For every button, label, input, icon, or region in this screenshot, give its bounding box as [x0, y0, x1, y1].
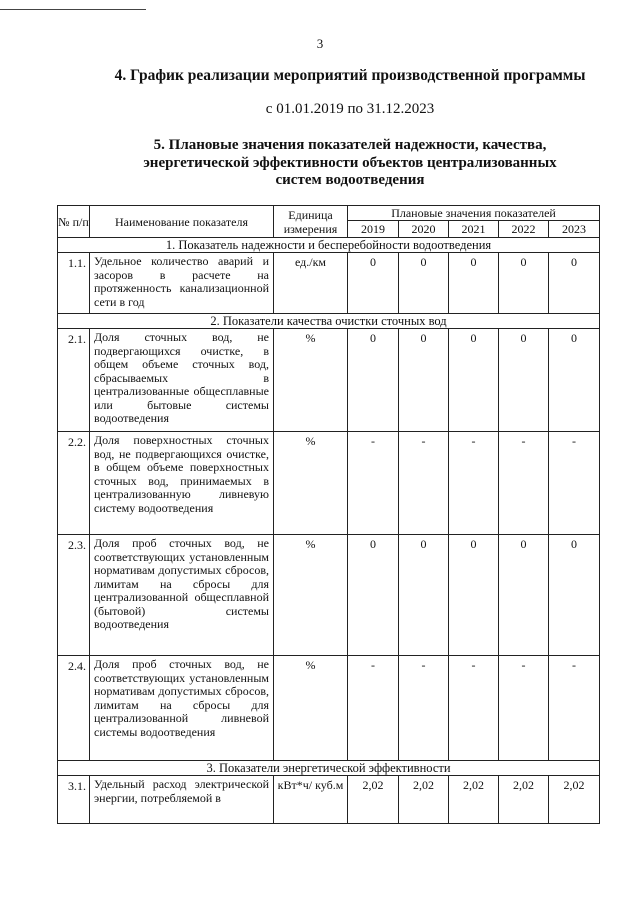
row-name: Доля проб сточных вод, не соответствующих установленным нормативам допустимых сбросов, лимитам на сбросы для централизованной общесплавной (бытовой) системы водоотведения	[90, 535, 274, 656]
row-name: Удельное количество аварий и засоров в расчете на протяженность канализационной сети в год	[90, 253, 274, 314]
row-value: 0	[549, 329, 600, 432]
table-row	[58, 329, 600, 432]
row-value: 0	[499, 253, 549, 314]
row-value: 0	[499, 535, 549, 656]
row-value: 0	[348, 535, 399, 656]
row-value: 0	[399, 329, 449, 432]
section-title: 2. Показатели качества очистки сточных вод	[58, 314, 600, 329]
section-4-heading: 4. График реализации мероприятий производственной программы	[114, 67, 586, 84]
row-number: 2.3.	[58, 535, 90, 656]
row-value: -	[399, 432, 449, 535]
row-value: 2,02	[499, 776, 549, 824]
row-value: 0	[449, 535, 499, 656]
section-5-heading	[80, 137, 640, 190]
row-value: 2,02	[449, 776, 499, 824]
section-5-heading-line3: систем водоотведения	[275, 172, 425, 188]
table-row	[58, 432, 600, 535]
row-value: -	[549, 656, 600, 761]
row-value: 0	[449, 329, 499, 432]
row-value: -	[449, 656, 499, 761]
row-value: 0	[549, 253, 600, 314]
section-5-heading-line2: энергетической эффективности объектов централизованных	[143, 154, 557, 171]
row-value: -	[399, 656, 449, 761]
header-year: 2021	[449, 221, 499, 238]
section-title: 1. Показатель надежности и бесперебойности водоотведения	[58, 238, 600, 253]
program-period: с 01.01.2019 по 31.12.2023	[265, 101, 435, 117]
row-unit: ед./км	[274, 253, 348, 314]
section-5-heading-line1: 5. Плановые значения показателей надежности, качества,	[153, 137, 547, 153]
row-number: 1.1.	[58, 253, 90, 314]
header-name: Наименование показателя	[90, 206, 274, 238]
indicators-table	[57, 205, 600, 824]
table-row	[58, 656, 600, 761]
row-value: 0	[348, 253, 399, 314]
row-unit: %	[274, 329, 348, 432]
row-number: 2.1.	[58, 329, 90, 432]
row-unit: %	[274, 432, 348, 535]
row-name: Доля сточных вод, не подвергающихся очистке, в общем объеме сточных вод, сбрасываемых в централизованные общесплавные или бытовые системы водоотведения	[90, 329, 274, 432]
table-row	[58, 253, 600, 314]
top-rule	[0, 9, 146, 10]
row-number: 3.1.	[58, 776, 90, 824]
row-unit: %	[274, 535, 348, 656]
header-year: 2020	[399, 221, 449, 238]
header-no: № п/п	[58, 206, 90, 238]
section-title: 3. Показатели энергетической эффективности	[58, 761, 600, 776]
row-value: 0	[399, 253, 449, 314]
table-row	[58, 776, 600, 824]
row-number: 2.2.	[58, 432, 90, 535]
section-row	[58, 761, 600, 776]
header-planned-values: Плановые значения показателей	[348, 206, 600, 221]
row-value: 2,02	[399, 776, 449, 824]
row-value: -	[499, 656, 549, 761]
row-value: -	[348, 656, 399, 761]
row-value: 0	[549, 535, 600, 656]
row-value: 2,02	[348, 776, 399, 824]
row-value: -	[549, 432, 600, 535]
header-year: 2019	[348, 221, 399, 238]
section-row	[58, 314, 600, 329]
row-value: 0	[499, 329, 549, 432]
row-value: 0	[348, 329, 399, 432]
row-value: -	[348, 432, 399, 535]
page-number: 3	[316, 36, 324, 51]
row-value: 2,02	[549, 776, 600, 824]
row-value: 0	[399, 535, 449, 656]
header-year: 2023	[549, 221, 600, 238]
header-year: 2022	[499, 221, 549, 238]
row-number: 2.4.	[58, 656, 90, 761]
row-name: Доля проб сточных вод, не соответствующих установленным нормативам допустимых сбросов, лимитам на сбросы для централизованной ливневой системы водоотведения	[90, 656, 274, 761]
section-row	[58, 238, 600, 253]
row-name: Удельный расход электрической энергии, потребляемой в	[90, 776, 274, 824]
row-unit: кВт*ч/ куб.м	[274, 776, 348, 824]
table-row	[58, 535, 600, 656]
row-value: 0	[449, 253, 499, 314]
header-unit: Единица измерения	[274, 206, 348, 238]
row-value: -	[449, 432, 499, 535]
row-unit: %	[274, 656, 348, 761]
row-name: Доля поверхностных сточных вод, не подвергающихся очистке, в общем объеме поверхностных сточных вод, принимаемых в централизованную ливневую систему водоотведения	[90, 432, 274, 535]
row-value: -	[499, 432, 549, 535]
